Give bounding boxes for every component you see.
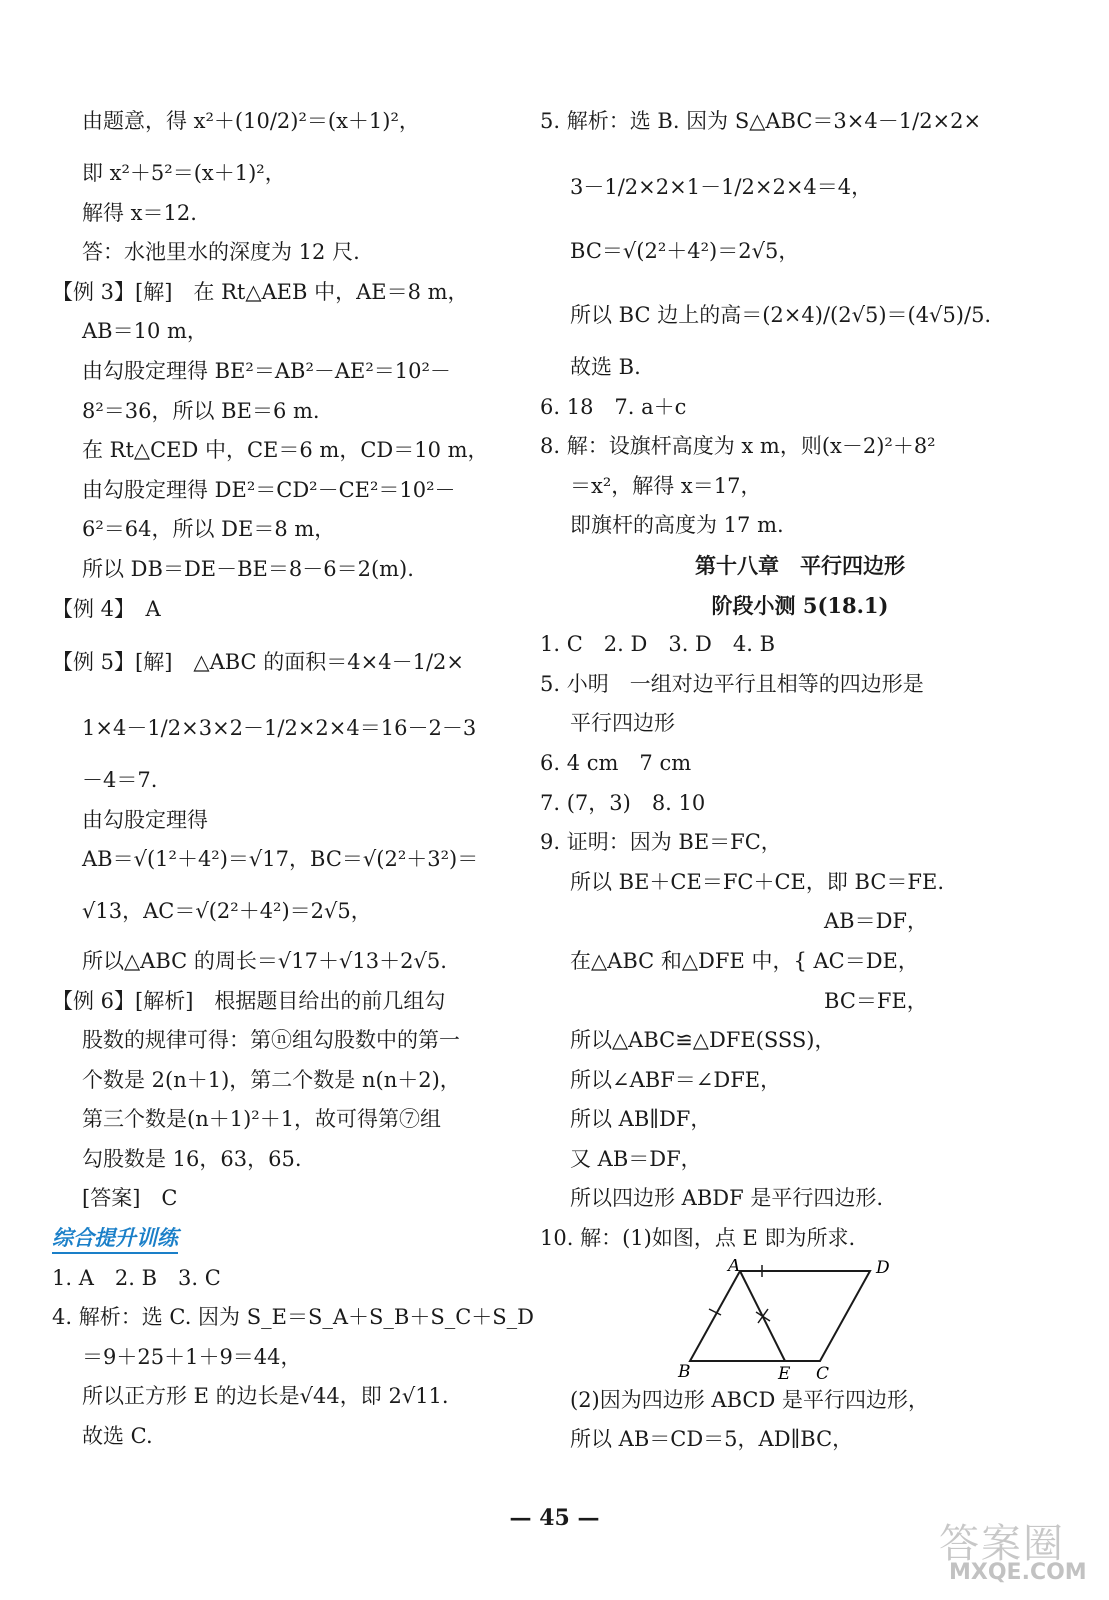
line-text: 在 Rt△CED 中，CE＝6 m，CD＝10 m， [82, 438, 489, 463]
line-text: －4＝7. [82, 768, 158, 793]
line-text: BC＝FE， [824, 988, 928, 1013]
left-column-line [52, 1100, 522, 1140]
right-column-line [540, 1381, 1060, 1421]
left-column-line [52, 1219, 522, 1259]
line-text: 8²＝36，所以 BE＝6 m. [82, 398, 320, 423]
right-column-line [540, 902, 1060, 942]
line-text: 又 AB＝DF， [570, 1146, 702, 1171]
right-column-line [540, 982, 1060, 1022]
line-text: 所以 AB＝CD＝5，AD∥BC， [570, 1427, 854, 1452]
right-column-line [540, 1219, 1060, 1259]
watermark-logo [929, 1512, 1089, 1592]
line-text: 即旗杆的高度为 17 m. [570, 513, 784, 538]
line-text: 所以 BC 边上的高＝(2×4)/(2√5)＝(4√5)/5. [570, 303, 992, 327]
left-column-line [52, 1377, 522, 1417]
line-text: √13，AC＝√(2²＋4²)＝2√5， [82, 898, 372, 923]
right-column-line [540, 348, 1060, 388]
label-d: D [876, 1258, 890, 1278]
left-column-line [52, 88, 522, 154]
line-text: 第十八章 平行四边形 [695, 552, 905, 578]
line-text: 所以 DB＝DE－BE＝8－6＝2(m). [82, 556, 414, 581]
right-column-line [540, 546, 1060, 586]
page-number: — 45 — [509, 1505, 600, 1531]
right-column-line [540, 744, 1060, 784]
line-text: 1. C 2. D 3. D 4. B [540, 632, 776, 657]
line-text: ＝9＋25＋1＋9＝44， [82, 1344, 302, 1369]
right-column-line [540, 1061, 1060, 1101]
right-column-line [540, 467, 1060, 507]
left-column-line [52, 392, 522, 432]
line-text: BC＝√(2²＋4²)＝2√5， [570, 239, 800, 263]
line-text: 由勾股定理得 BE²＝AB²－AE²＝10²－ [82, 358, 451, 383]
watermark-domain: MXQE.COM [949, 1560, 1087, 1585]
line-text: 所以△ABC 的周长＝√17＋√13＋2√5. [82, 948, 447, 973]
line-text: AB＝DF， [824, 909, 929, 934]
left-column-line [52, 880, 522, 942]
line-text: 5. 解析：选 B. 因为 S△ABC＝3×4－1/2×2× [540, 109, 982, 133]
left-column-line [52, 942, 522, 982]
line-text: 3－1/2×2×1－1/2×2×4＝4， [570, 175, 873, 199]
label-e: E [778, 1363, 791, 1381]
left-column-line [52, 1338, 522, 1378]
line-text: 所以正方形 E 的边长是√44，即 2√11. [82, 1384, 449, 1409]
line-text: 故选 B. [570, 355, 641, 379]
line-text: 9. 证明：因为 BE＝FC， [540, 830, 782, 855]
right-column-line [540, 784, 1060, 824]
right-column-line [540, 665, 1060, 705]
left-column-line [52, 1259, 522, 1299]
line-text: 在△ABC 和△DFE 中，{ AC＝DE， [570, 948, 919, 973]
line-text: AB＝√(1²＋4²)＝√17，BC＝√(2²＋3²)＝ [82, 847, 479, 872]
left-column-line [52, 1021, 522, 1061]
right-column-line [540, 823, 1060, 863]
left-column-line [52, 510, 522, 550]
line-text: 10. 解：(1)如图，点 E 即为所求. [540, 1226, 856, 1251]
parallelogram-figure [540, 1259, 1060, 1381]
right-column-line [540, 625, 1060, 665]
left-column-line [52, 194, 522, 234]
line-text: 阶段小测 5(18.1) [711, 592, 889, 618]
left-column-line [52, 1298, 534, 1338]
line-text: 所以 BE＋CE＝FC＋CE，即 BC＝FE. [570, 869, 945, 894]
line-text: 解得 x＝12. [82, 200, 197, 225]
line-text: 即 x²＋5²＝(x＋1)²， [82, 161, 286, 185]
left-column-line [52, 629, 522, 695]
line-text: 5. 小明 一组对边平行且相等的四边形是 [540, 671, 924, 696]
watermark-glyphs: 答案圈 [939, 1521, 1065, 1567]
left-column-line [52, 840, 522, 880]
label-c: C [816, 1363, 830, 1381]
left-column-line [52, 761, 522, 801]
line-text: 【例 3】[解] 在 Rt△AEB 中，AE＝8 m， [52, 279, 469, 304]
right-column-line [540, 942, 1060, 982]
line-text: 所以∠ABF＝∠DFE， [570, 1067, 782, 1092]
line-text: 勾股数是 16，63，65. [82, 1146, 302, 1171]
line-text: [答案] C [82, 1186, 178, 1211]
line-text: 【例 4】 A [52, 596, 161, 621]
right-column-line [540, 863, 1060, 903]
left-column-line [52, 1140, 522, 1180]
left-column-line [52, 154, 522, 194]
line-text: 4. 解析：选 C. 因为 S_E＝S_A＋S_B＋S_C＋S_D [52, 1305, 534, 1330]
line-text: 【例 5】[解] △ABC 的面积＝4×4－1/2× [52, 650, 465, 675]
right-column-line [540, 220, 1060, 282]
right-column-line [540, 88, 1060, 154]
right-column-line [540, 1179, 1060, 1219]
line-text: 股数的规律可得：第ⓝ组勾股数中的第一 [82, 1028, 460, 1053]
label-b: B [678, 1361, 691, 1381]
right-column-line [540, 1021, 1060, 1061]
line-text: 8. 解：设旗杆高度为 x m，则(x－2)²＋8² [540, 434, 936, 459]
line-text: 6. 18 7. a＋c [540, 394, 687, 419]
right-column [540, 88, 1060, 1460]
right-column-line [540, 388, 1060, 428]
left-column-line [52, 312, 522, 352]
label-a: A [728, 1258, 741, 1276]
left-column-line [52, 352, 522, 392]
left-column-line [52, 1417, 522, 1457]
right-column-line [540, 704, 1060, 744]
left-column-line [52, 471, 522, 511]
line-text: AB＝10 m， [82, 319, 208, 344]
section-heading: 综合提升训练 [52, 1224, 178, 1254]
right-column-line [540, 154, 1060, 220]
line-text: 6²＝64，所以 DE＝8 m， [82, 517, 336, 542]
line-text: 6. 4 cm 7 cm [540, 750, 692, 775]
line-text: 由勾股定理得 DE²＝CD²－CE²＝10²－ [82, 477, 456, 502]
line-text: 【例 6】[解析] 根据题目给出的前几组勾 [52, 988, 446, 1013]
line-text: 答：水池里水的深度为 12 尺. [82, 240, 360, 265]
line-text: 所以四边形 ABDF 是平行四边形. [570, 1186, 884, 1211]
left-column-line [52, 590, 522, 630]
line-text: 第三个数是(n＋1)²＋1，故可得第⑦组 [82, 1107, 442, 1132]
line-text: (2)因为四边形 ABCD 是平行四边形， [570, 1387, 929, 1412]
right-column-line [540, 282, 1060, 348]
left-column-line [52, 431, 522, 471]
line-text: 7. (7，3) 8. 10 [540, 790, 706, 815]
left-column-line [52, 233, 522, 273]
line-text: 由勾股定理得 [82, 807, 208, 832]
line-text: 所以 AB∥DF， [570, 1107, 712, 1132]
right-column-line [540, 586, 1060, 626]
right-column-line [540, 1140, 1060, 1180]
line-text: 故选 C. [82, 1424, 153, 1449]
line-text: 由题意，得 x²＋(10/2)²＝(x＋1)²， [82, 109, 420, 133]
left-column-line [52, 1179, 522, 1219]
left-column-line [52, 1061, 522, 1101]
line-text: ＝x²，解得 x＝17， [570, 473, 762, 498]
left-column-line [52, 801, 522, 841]
left-column-line [52, 695, 522, 761]
right-column-line [540, 1100, 1060, 1140]
line-text: 1×4－1/2×3×2－1/2×2×4＝16－2－3 [82, 716, 477, 741]
line-text: 平行四边形 [570, 711, 675, 736]
right-column-line [540, 506, 1060, 546]
line-text: 个数是 2(n＋1)，第二个数是 n(n＋2)， [82, 1067, 461, 1092]
line-text: 1. A 2. B 3. C [52, 1265, 221, 1290]
parallelogram-diagram [670, 1259, 910, 1381]
left-column [52, 88, 534, 1457]
line-text: 所以△ABC≌△DFE(SSS)， [570, 1028, 836, 1053]
right-column-line [540, 1420, 1060, 1460]
left-column-line [52, 550, 522, 590]
right-column-line [540, 427, 1060, 467]
left-column-line [52, 273, 522, 313]
left-column-line [52, 982, 522, 1022]
